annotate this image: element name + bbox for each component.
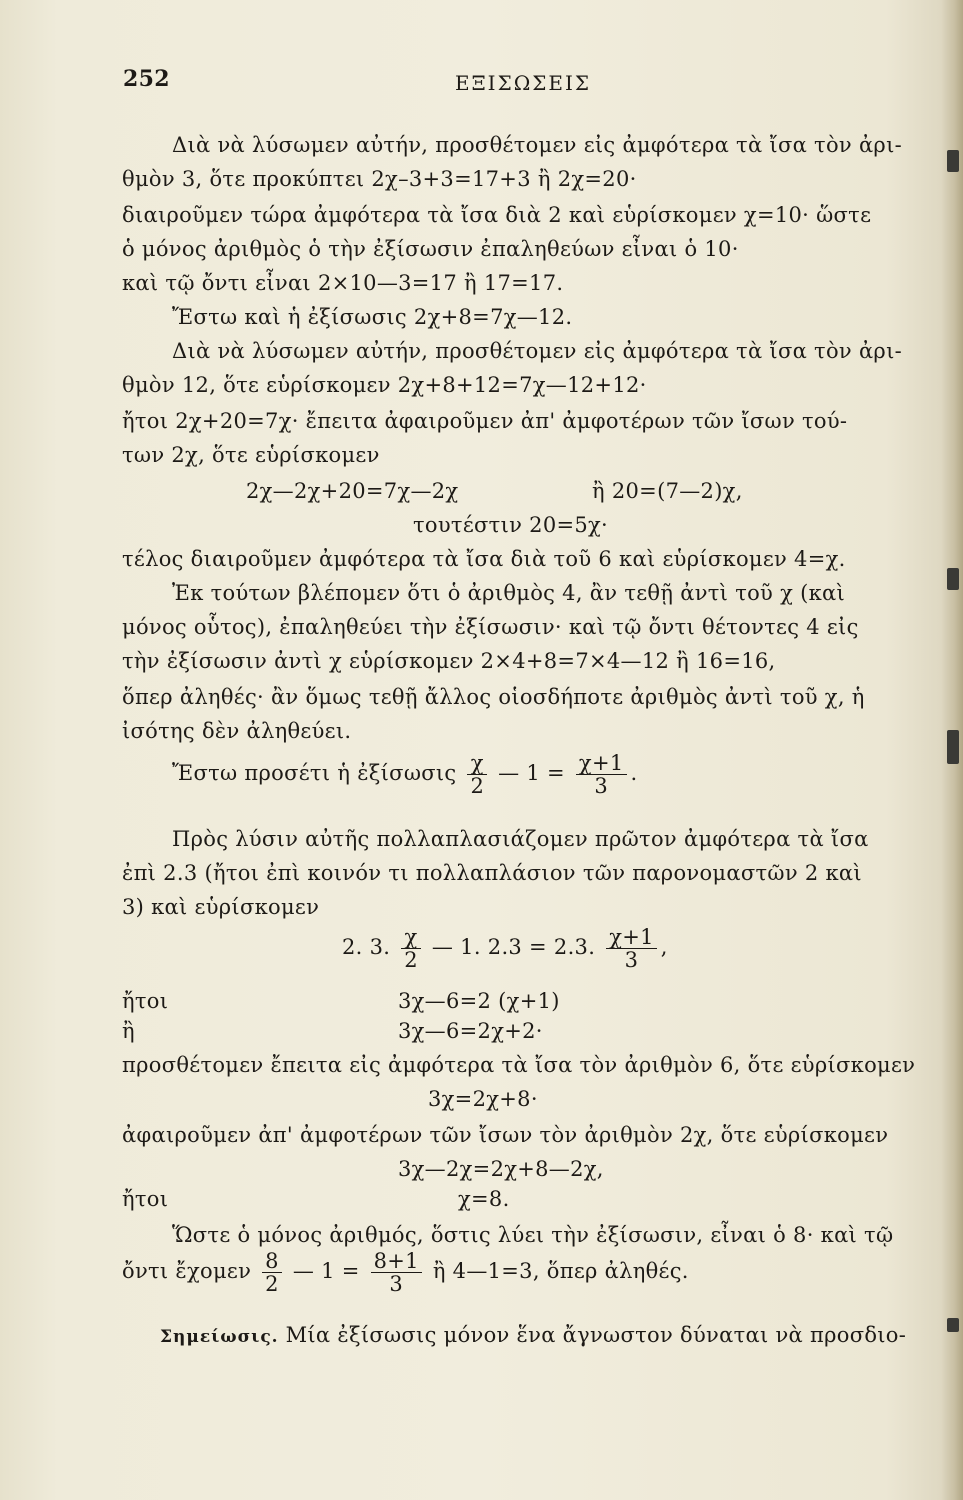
numerator: χ+1 [606, 926, 657, 949]
equation-line: 2χ—2χ+20=7χ—2χ [246, 479, 459, 503]
fraction [606, 926, 657, 971]
text-line: καὶ τῷ ὄντι εἶναι 2×10—3=17 ἢ 17=17. [122, 271, 564, 295]
numerator: 8 [262, 1250, 282, 1273]
fraction [576, 752, 627, 797]
text-line: Ἐκ τούτων βλέπομεν ὅτι ὁ ἀριθμὸς 4, ἂν τεθῇ ἀντὶ τοῦ χ (καὶ [172, 581, 846, 605]
numerator: χ [401, 926, 421, 949]
denominator: 3 [389, 1272, 404, 1296]
text-line: Ἔστω καὶ ἡ ἐξίσωσις 2χ+8=7χ—12. [172, 305, 573, 329]
equation-fraction-line [172, 752, 638, 797]
page-number: 252 [123, 66, 170, 92]
fraction [262, 1250, 282, 1295]
text-line: ἐπὶ 2.3 (ἤτοι ἐπὶ κοινόν τι πολλαπλάσιον τῶν παρονομαστῶν 2 καὶ [122, 861, 862, 885]
note-label: Σημείωσις. [160, 1327, 279, 1347]
text-line: ὅπερ ἀληθές· ἂν ὅμως τεθῇ ἄλλος οἱοσδήποτε ἀριθμὸς ἀντὶ τοῦ χ, ἡ [122, 685, 865, 709]
edge-tab-mark [947, 730, 959, 764]
fraction [401, 926, 421, 971]
note-line [160, 1322, 906, 1350]
text-line: προσθέτομεν ἔπειτα εἰς ἀμφότερα τὰ ἴσα τὸν ἀριθμὸν 6, ὅτε εὑρίσκομεν [122, 1053, 916, 1077]
step-label: ἤτοι [122, 989, 169, 1013]
numerator: χ [467, 752, 487, 775]
text-line: ἀφαιροῦμεν ἀπ' ἀμφοτέρων τῶν ἴσων τὸν ἀριθμὸν 2χ, ὅτε εὑρίσκομεν [122, 1123, 889, 1147]
eq2-end: , [660, 935, 668, 959]
eq3-prefix: ὄντι ἔχομεν [122, 1259, 252, 1283]
eq2-middle: — 1. 2.3 = 2.3. [431, 935, 596, 959]
text-line: 3) καὶ εὑρίσκομεν [122, 895, 320, 919]
edge-tab-mark [947, 150, 959, 172]
text-line: Διὰ νὰ λύσωμεν αὐτήν, προσθέτομεν εἰς ἀμφότερα τὰ ἴσα τὸν ἀρι- [172, 133, 903, 157]
eq3-end: ἢ 4—1=3, ὅπερ ἀληθές. [432, 1259, 689, 1283]
denominator: 2 [470, 774, 485, 798]
edge-tab-mark [947, 1318, 959, 1332]
note-text: Μία ἐξίσωσις μόνον ἕνα ἄγνωστον δύναται νὰ προσδιο- [285, 1323, 907, 1347]
text-line: διαιροῦμεν τώρα ἀμφότερα τὰ ἴσα διὰ 2 καὶ εὑρίσκομεν χ=10· ὥστε [122, 203, 872, 227]
text-line: θμὸν 12, ὅτε εὑρίσκομεν 2χ+8+12=7χ—12+12· [122, 373, 647, 397]
text-line: τὴν ἐξίσωσιν ἀντὶ χ εὑρίσκομεν 2×4+8=7×4—12 ἢ 16=16, [122, 649, 776, 673]
text-line: Πρὸς λύσιν αὐτῆς πολλαπλασιάζομεν πρῶτον ἀμφότερα τὰ ἴσα [172, 827, 869, 851]
text-line: ὁ μόνος ἀριθμὸς ὁ τὴν ἐξίσωσιν ἐπαληθεύων εἶναι ὁ 10· [122, 237, 739, 261]
fraction [371, 1250, 422, 1295]
eq2-prefix: 2. 3. [342, 935, 391, 959]
text-line: των 2χ, ὅτε εὑρίσκομεν [122, 443, 380, 467]
denominator: 3 [594, 774, 609, 798]
denominator: 2 [404, 948, 418, 972]
running-title: ΕΞΙΣΩΣΕΙΣ [455, 71, 592, 95]
text-line: Διὰ νὰ λύσωμεν αὐτήν, προσθέτομεν εἰς ἀμφότερα τὰ ἴσα τὸν ἀρι- [172, 339, 903, 363]
step-label: ἢ [122, 1019, 135, 1043]
fraction [467, 752, 487, 797]
text-line: Ὥστε ὁ μόνος ἀριθμός, ὅστις λύει τὴν ἐξίσωσιν, εἶναι ὁ 8· καὶ τῷ [172, 1223, 894, 1247]
equation-line: τουτέστιν 20=5χ· [413, 513, 609, 537]
step-expression: χ=8. [458, 1187, 510, 1211]
equation-fraction-line [122, 1250, 689, 1295]
denominator: 2 [265, 1272, 279, 1296]
numerator: χ+1 [576, 752, 627, 775]
text-line: ἤτοι 2χ+20=7χ· ἔπειτα ἀφαιροῦμεν ἀπ' ἀμφοτέρων τῶν ἴσων τού- [122, 409, 848, 433]
text-line: τέλος διαιροῦμεν ἀμφότερα τὰ ἴσα διὰ τοῦ 6 καὶ εὑρίσκομεν 4=χ. [122, 547, 846, 571]
equation-fraction-line [342, 926, 668, 971]
eq1-middle: — 1 = [498, 761, 565, 785]
text-line: μόνος οὗτος), ἐπαληθεύει τὴν ἐξίσωσιν· καὶ τῷ ὄντι θέτοντες 4 εἰς [122, 615, 859, 639]
denominator: 3 [624, 948, 639, 972]
equation-line: 3χ—2χ=2χ+8—2χ, [398, 1157, 604, 1181]
eq3-middle: — 1 = [292, 1259, 360, 1283]
text-line: θμὸν 3, ὅτε προκύπτει 2χ–3+3=17+3 ἢ 2χ=20· [122, 167, 637, 191]
step-label: ἤτοι [122, 1187, 169, 1211]
step-expression: 3χ—6=2 (χ+1) [398, 989, 560, 1013]
numerator: 8+1 [371, 1250, 422, 1273]
text-line: ἰσότης δὲν ἀληθεύει. [122, 719, 352, 743]
equation-line: ἢ 20=(7—2)χ, [592, 479, 743, 503]
step-expression: 3χ—6=2χ+2· [398, 1019, 543, 1043]
equation-line: 3χ=2χ+8· [428, 1087, 538, 1111]
edge-tab-mark [947, 568, 959, 590]
eq1-prefix: Ἔστω προσέτι ἡ ἐξίσωσις [172, 761, 457, 785]
eq1-end: . [630, 761, 638, 785]
